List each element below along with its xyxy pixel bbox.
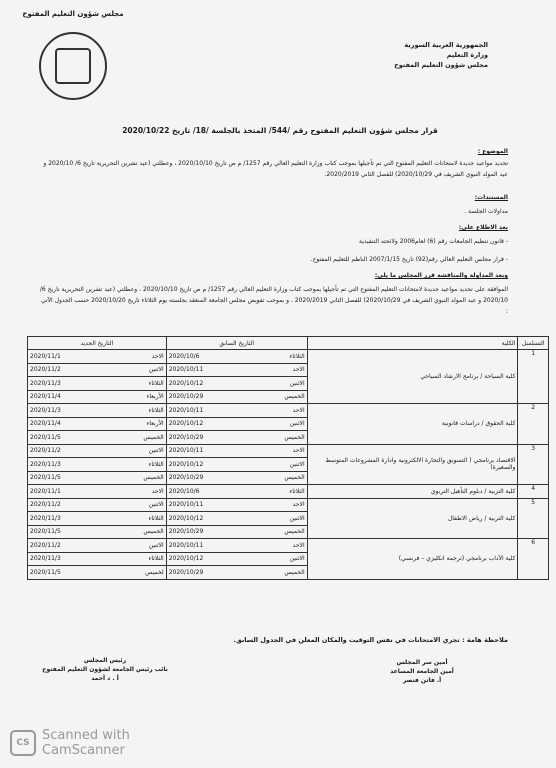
documents-label: المستندات:	[474, 194, 508, 201]
old-date: 2020/10/12	[168, 420, 204, 428]
old-day: الثلاثاء	[289, 487, 305, 495]
subject-label: الموضوع :	[477, 148, 508, 155]
old-date: 2020/10/29	[168, 474, 204, 482]
header-old-date: التاريخ السابق	[166, 337, 307, 350]
new-day: الاثنين	[148, 501, 164, 509]
old-date: 2020/10/12	[168, 460, 204, 468]
new-date-cell	[28, 485, 167, 499]
new-date: 2020/11/5	[30, 474, 61, 482]
new-day: الخميس	[143, 433, 164, 441]
new-date: 2020/11/3	[30, 406, 61, 414]
watermark-line-2: CamScanner	[42, 743, 125, 758]
signature-left-title: نائب رئيس الجامعة لشؤون التعليم المفتوح	[42, 666, 168, 673]
old-date: 2020/10/11	[168, 366, 204, 374]
old-date: 2020/10/12	[168, 514, 204, 522]
new-date-cell	[28, 444, 167, 458]
old-date-cell	[166, 566, 307, 580]
old-date: 2020/10/12	[168, 379, 204, 387]
old-date: 2020/10/11	[168, 406, 204, 414]
new-date-cell	[28, 390, 167, 404]
old-date-cell	[166, 512, 307, 526]
row-number: 5	[518, 498, 549, 539]
signature-right-role: أمين سر المجلس	[396, 659, 448, 666]
decision-label: وبعد المداولة والمناقشة قرر المجلس ما يلي:	[374, 272, 508, 279]
new-day: لخميس	[145, 568, 164, 576]
row-number: 2	[518, 404, 549, 445]
old-date-cell	[166, 404, 307, 418]
old-date: 2020/10/11	[168, 541, 204, 549]
faculty-cell: كلية الحقوق / دراسات قانونية	[307, 404, 518, 445]
new-date-cell	[28, 431, 167, 445]
seal-text: مجلس شؤون التعليم المفتوح	[22, 10, 124, 18]
signature-left-name: أ . د أحمد	[91, 675, 119, 682]
table-row	[28, 498, 549, 512]
letterhead-line-1: الجمهورية العربية السورية	[404, 41, 488, 49]
table-row	[28, 444, 549, 458]
new-date-cell	[28, 512, 167, 526]
new-date: 2020/11/5	[30, 568, 61, 576]
new-date: 2020/11/2	[30, 366, 61, 374]
old-date-cell	[166, 525, 307, 539]
subject-text: تحديد مواعيد جديدة لامتحانات التعليم المفتوح التي تم تأجيلها بموجب كتاب وزارة التعليم العالي رقم 1257/ م ص تاريخ 2020/10/10 ، وعطلتي (عيد تشرين التحريرية تاريخ 6/ 2020/10 و عيد المولد النبوي الشريف في 2020/10/29) للفصل الثاني 2020/2019.	[43, 160, 508, 178]
new-day: الثلاثاء	[148, 460, 164, 468]
new-date-cell	[28, 377, 167, 391]
new-date: 2020/11/1	[30, 352, 61, 360]
new-date: 2020/11/3	[30, 460, 61, 468]
old-date: 2020/10/12	[168, 555, 204, 563]
old-day: الثلاثاء	[289, 352, 305, 360]
new-date-cell	[28, 525, 167, 539]
old-day: الخميس	[284, 433, 305, 441]
old-date-cell	[166, 431, 307, 445]
old-day: الخميس	[284, 568, 305, 576]
new-day: الاثنين	[148, 541, 164, 549]
header-num: التسلسل	[518, 337, 549, 350]
new-date-cell	[28, 458, 167, 472]
new-date-cell	[28, 498, 167, 512]
old-day: الاثنين	[289, 379, 305, 387]
new-date: 2020/11/4	[30, 420, 61, 428]
old-day: الاثنين	[289, 420, 305, 428]
old-day: الاحد	[292, 501, 305, 509]
table-row	[28, 539, 549, 553]
new-day: الخميس	[143, 528, 164, 536]
old-date-cell	[166, 350, 307, 364]
old-date: 2020/10/6	[168, 352, 200, 360]
schedule-table	[27, 336, 549, 580]
review-item-1: - قانون تنظيم الجامعات رقم (6) لعام2006 ولائحته التنفيذية	[359, 238, 508, 245]
header-new-date: التاريخ الجديد	[28, 337, 167, 350]
old-date-cell	[166, 498, 307, 512]
old-day: الخميس	[284, 393, 305, 401]
decision-text: الموافقة على تحديد مواعيد جديدة لامتحانات التعليم المفتوح التي تم تأجيلها بموجب كتاب وزارة التعليم العالي رقم 1257/ م ص تاريخ 2020/10/10 ، وعطلتي (عيد تشرين التحريرية تاريخ 6/ 2020/10 و عيد المولد النبوي الشريف في 2020/10/29) للفصل الثاني 2020/2019 ، و بموجب تفويض مجلس الجامعة المنعقد بجلسته يوم الثلاثاء تاريخ 2020/10/20 حسب الجدول الآتي :	[39, 286, 508, 315]
new-date: 2020/11/5	[30, 528, 61, 536]
new-day: الخميس	[143, 474, 164, 482]
letterhead-line-2: وزارة التعليم	[446, 51, 488, 59]
new-date: 2020/11/2	[30, 541, 61, 549]
table-row	[28, 404, 549, 418]
new-day: الاحد	[151, 352, 164, 360]
new-date-cell	[28, 471, 167, 485]
new-day: الثلاثاء	[148, 555, 164, 563]
old-date-cell	[166, 485, 307, 499]
new-day: الأربعاء	[146, 420, 164, 428]
new-date: 2020/11/5	[30, 433, 61, 441]
old-date: 2020/10/29	[168, 528, 204, 536]
old-date: 2020/10/11	[168, 447, 204, 455]
new-date: 2020/11/3	[30, 514, 61, 522]
table-row	[28, 485, 549, 499]
new-day: الثلاثاء	[148, 514, 164, 522]
letterhead-line-3: مجلس شؤون التعليم المفتوح	[394, 61, 488, 69]
table-header-row	[28, 337, 549, 350]
old-date: 2020/10/29	[168, 568, 204, 576]
signature-left	[40, 656, 170, 683]
review-item-2: - قرار مجلس التعليم العالي رقم(92) تاريخ 2007/1/15 الناظم للتعليم المفتوح.	[310, 256, 508, 263]
old-date: 2020/10/11	[168, 501, 204, 509]
row-number: 4	[518, 485, 549, 499]
old-date-cell	[166, 539, 307, 553]
new-day: الاحد	[151, 487, 164, 495]
old-date: 2020/10/29	[168, 393, 204, 401]
seal-emblem-icon	[39, 32, 107, 100]
signature-right-title: أمين الجامعة المساعد	[390, 668, 454, 675]
new-day: الاثنين	[148, 447, 164, 455]
old-day: الاثنين	[289, 555, 305, 563]
new-date-cell	[28, 363, 167, 377]
documents-text: مداولات الجلسة .	[464, 208, 508, 215]
camscanner-watermark	[10, 728, 130, 758]
faculty-cell: كلية الآداب برنامجي (ترجمة انكليزي – فرنسي)	[307, 539, 518, 580]
old-day: الاحد	[292, 406, 305, 414]
faculty-cell: كلية التربية / رياض الاطفال	[307, 498, 518, 539]
new-day: الأربعاء	[146, 393, 164, 401]
new-date: 2020/11/3	[30, 555, 61, 563]
new-date-cell	[28, 350, 167, 364]
new-date-cell	[28, 539, 167, 553]
new-date-cell	[28, 417, 167, 431]
old-date-cell	[166, 363, 307, 377]
new-day: الثلاثاء	[148, 379, 164, 387]
table-row	[28, 350, 549, 364]
new-date-cell	[28, 566, 167, 580]
important-note: ملاحظة هامة : تجري الامتحانات في نفس التوقيت والمكان المعلن في الجدول السابق.	[233, 636, 508, 644]
camscanner-logo-icon: CS	[10, 730, 36, 756]
new-date: 2020/11/4	[30, 393, 61, 401]
old-date-cell	[166, 471, 307, 485]
old-date-cell	[166, 552, 307, 566]
new-date-cell	[28, 404, 167, 418]
old-day: الاثنين	[289, 460, 305, 468]
new-date: 2020/11/1	[30, 487, 61, 495]
header-faculty: الكلية	[307, 337, 518, 350]
old-day: الاحد	[292, 541, 305, 549]
old-day: الخميس	[284, 474, 305, 482]
old-date-cell	[166, 458, 307, 472]
row-number: 1	[518, 350, 549, 404]
old-day: الخميس	[284, 528, 305, 536]
old-date-cell	[166, 390, 307, 404]
faculty-cell: الاقتصاد برنامجي ( التسويق والتجارة الالكترونية وادارة المشروعات المتوسط والصغيرة)	[307, 444, 518, 485]
signature-right-name: أ. فاتن فنصر	[402, 677, 442, 684]
old-date: 2020/10/6	[168, 487, 200, 495]
new-day: الثلاثاء	[148, 406, 164, 414]
watermark-line-1: Scanned with	[42, 728, 130, 743]
faculty-cell: كلية السياحة / برنامج الارشاد السياحي	[307, 350, 518, 404]
new-date: 2020/11/3	[30, 379, 61, 387]
row-number: 6	[518, 539, 549, 580]
decision-title: قرار مجلس شؤون التعليم المفتوح رقم /544/ المتخذ بالجلسة /18/ تاريخ 2020/10/22	[122, 126, 438, 135]
faculty-cell: كلية التربية / دبلوم التأهيل التربوي	[307, 485, 518, 499]
new-date: 2020/11/2	[30, 447, 61, 455]
new-day: الاثنين	[148, 366, 164, 374]
new-date: 2020/11/2	[30, 501, 61, 509]
new-date-cell	[28, 552, 167, 566]
table-body	[28, 350, 549, 580]
old-date-cell	[166, 444, 307, 458]
old-date-cell	[166, 377, 307, 391]
old-day: الاثنين	[289, 514, 305, 522]
signature-left-role: رئيس المجلس	[83, 657, 127, 664]
letterhead	[394, 40, 488, 70]
old-date-cell	[166, 417, 307, 431]
old-date: 2020/10/29	[168, 433, 204, 441]
old-day: الاحد	[292, 366, 305, 374]
row-number: 3	[518, 444, 549, 485]
review-label: بعد الاطلاع على:	[458, 224, 508, 231]
signature-right	[362, 658, 482, 685]
old-day: الاحد	[292, 447, 305, 455]
official-seal	[18, 10, 128, 100]
